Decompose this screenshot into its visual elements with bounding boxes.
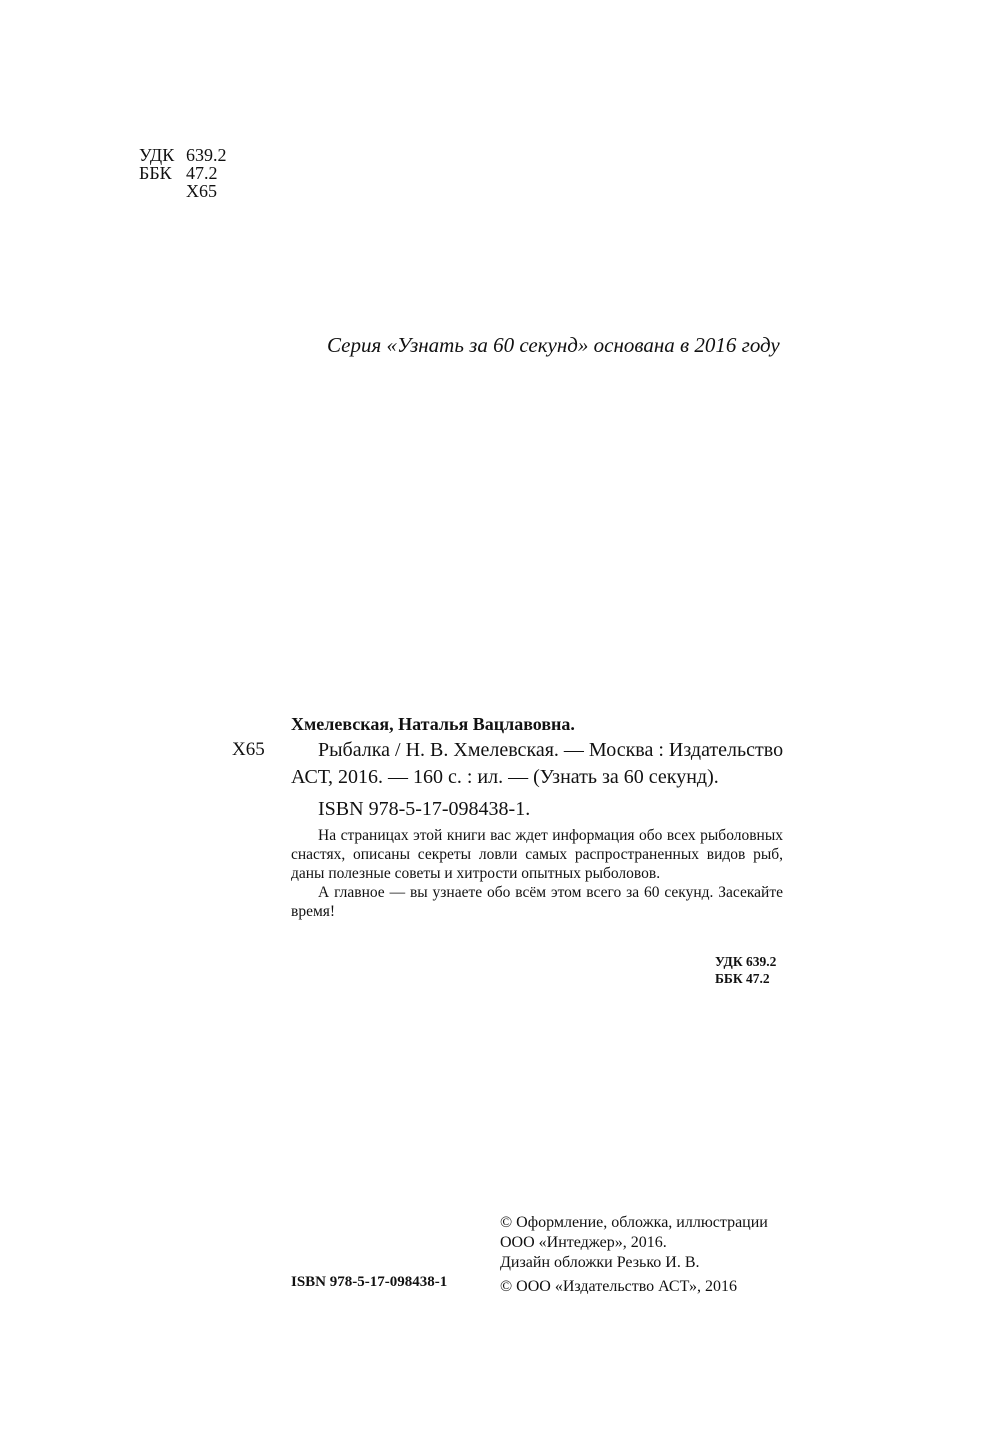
classification-codes-right: [715, 953, 776, 987]
bbk-row: [139, 164, 227, 182]
author-name: Хмелевская, Наталья Вацлавовна.: [291, 714, 575, 734]
copyright-line: Дизайн обложки Резько И. В.: [500, 1254, 700, 1271]
udk-label: УДК: [139, 145, 175, 165]
copyright-line: ООО «Интеджер», 2016.: [500, 1234, 667, 1251]
copyright-block: [500, 1213, 768, 1297]
classification-codes-top: [139, 146, 227, 200]
author-mark: Х65: [232, 739, 265, 760]
bbk-value: 47.2: [186, 163, 218, 183]
bib-line-title: Рыбалка / Н. В. Хмелевская. — Москва : Издательство: [318, 739, 784, 761]
bibliographic-record: [291, 737, 785, 823]
annotation-paragraph: На страницах этой книги вас ждет информация обо всех рыболовных снастях, описаны секреты ловли самых распространенных видов рыб, даны полезные советы и хитрости опытных рыболовов.: [291, 827, 783, 882]
copyright-line: © Оформление, обложка, иллюстрации: [500, 1214, 768, 1231]
udk-code-right: УДК 639.2: [715, 954, 777, 969]
isbn-bottom: ISBN 978-5-17-098438-1: [291, 1274, 448, 1290]
bib-isbn: ISBN 978-5-17-098438-1.: [318, 798, 531, 820]
author-mark-top: Х65: [186, 181, 217, 201]
bbk-code-right: ББК 47.2: [715, 971, 770, 986]
bbk-label: ББК: [139, 163, 172, 183]
udk-row: [139, 146, 227, 164]
annotation: [291, 826, 783, 921]
series-note: Серия «Узнать за 60 секунд» основана в 2016 году: [327, 333, 780, 357]
udk-value: 639.2: [186, 145, 227, 165]
copyright-line: © ООО «Издательство АСТ», 2016: [500, 1278, 737, 1295]
bib-line-publisher: АСТ, 2016. — 160 с. : ил. — (Узнать за 60 секунд).: [291, 766, 719, 788]
author-mark-row: [139, 182, 227, 200]
annotation-paragraph: А главное — вы узнаете обо всём этом всего за 60 секунд. Засекайте время!: [291, 884, 783, 920]
